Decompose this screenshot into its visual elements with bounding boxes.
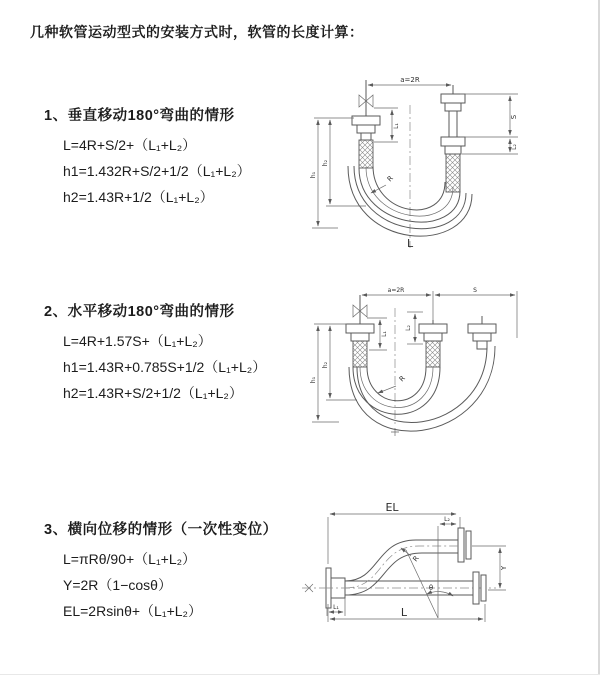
dim-label-l: L bbox=[400, 606, 408, 619]
formula-h1: h1=1.43R+0.785S+1/2（L₁+L₂） bbox=[63, 359, 267, 375]
formula-y: Y=2R（1−cosθ） bbox=[63, 577, 172, 593]
flange-top-right-displaced bbox=[458, 517, 471, 562]
section-vertical-movement bbox=[44, 104, 251, 210]
dim-label-l: L bbox=[407, 237, 414, 250]
dim-label-h1: h₁ bbox=[310, 171, 317, 179]
dim-a2r bbox=[368, 76, 453, 93]
dim-el bbox=[328, 501, 456, 564]
dim-label-s: S bbox=[510, 114, 518, 120]
dim-label-r: R bbox=[385, 174, 395, 184]
section-horizontal-movement bbox=[44, 300, 266, 406]
dim-label-l1: L₁ bbox=[393, 123, 400, 129]
dim-l2 bbox=[440, 516, 456, 524]
hose-u-curves bbox=[349, 346, 495, 436]
dim-stroke-s bbox=[460, 94, 518, 154]
flange-right-moved-position bbox=[468, 316, 496, 349]
page-title: 几种软管运动型式的安装方式时，软管的长度计算： bbox=[30, 24, 364, 40]
braided-hose-section bbox=[446, 154, 460, 192]
fixed-flange-left bbox=[346, 324, 374, 367]
flange-middle-original-position bbox=[419, 320, 447, 367]
dim-label-l2: L₂ bbox=[511, 144, 518, 150]
dim-label-theta: θ bbox=[428, 584, 434, 592]
dim-label-y: Y bbox=[500, 565, 508, 571]
dim-l1 bbox=[367, 318, 388, 350]
dim-label-a2r: a=2R bbox=[387, 287, 405, 294]
braided-hose-section bbox=[353, 341, 367, 367]
dim-label-l1: L₁ bbox=[381, 331, 388, 337]
section-lateral-displacement bbox=[44, 518, 278, 624]
dim-label-h2: h₂ bbox=[322, 361, 329, 369]
dim-h1-h2 bbox=[310, 324, 357, 422]
formula-l: L=4R+1.57S+（L₁+L₂） bbox=[63, 333, 212, 349]
formula-h2: h2=1.43R+1/2（L₁+L₂） bbox=[63, 189, 214, 205]
valve-icon bbox=[359, 80, 373, 116]
formula-l: L=πRθ/90+（L₁+L₂） bbox=[63, 551, 197, 567]
braided-hose-section bbox=[426, 341, 440, 367]
dim-h1-h2 bbox=[310, 118, 366, 228]
diagram-horizontal-180-bend bbox=[305, 280, 600, 460]
formula-el: EL=2Rsinθ+（L₁+L₂） bbox=[63, 603, 202, 619]
dim-l bbox=[328, 604, 485, 622]
dim-label-l2: L₂ bbox=[444, 516, 450, 523]
dim-label-r: R bbox=[411, 554, 421, 564]
dim-label-h1: h₁ bbox=[310, 376, 317, 384]
dim-label-l1: L₁ bbox=[333, 604, 339, 611]
valve-icon bbox=[353, 295, 367, 324]
flange-bottom-right-original bbox=[473, 572, 486, 604]
formula-h1: h1=1.432R+S/2+1/2（L₁+L₂） bbox=[63, 163, 251, 179]
moving-flange-right bbox=[441, 85, 465, 192]
pipe-end-marker bbox=[302, 584, 324, 592]
formula-h2: h2=1.43R+S/2+1/2（L₁+L₂） bbox=[63, 385, 243, 401]
diagram-lateral-displacement bbox=[300, 500, 600, 645]
section-3-heading: 3、横向位移的情形（一次性变位） bbox=[44, 522, 278, 538]
dim-label-r: R bbox=[397, 374, 407, 384]
dim-label-el: EL bbox=[385, 501, 399, 514]
dim-label-l2: L₂ bbox=[405, 325, 412, 331]
dim-label-s: S bbox=[473, 287, 477, 294]
braided-hose-section bbox=[359, 140, 373, 168]
radius-callout bbox=[378, 374, 407, 393]
formula-l: L=4R+S/2+（L₁+L₂） bbox=[63, 137, 197, 153]
dim-label-a2r: a=2R bbox=[400, 76, 420, 84]
diagram-vertical-180-bend bbox=[310, 70, 600, 260]
section-1-heading: 1、垂直移动180°弯曲的情形 bbox=[44, 108, 235, 124]
section-2-heading: 2、水平移动180°弯曲的情形 bbox=[44, 304, 235, 320]
dim-label-h2: h₂ bbox=[322, 159, 329, 167]
